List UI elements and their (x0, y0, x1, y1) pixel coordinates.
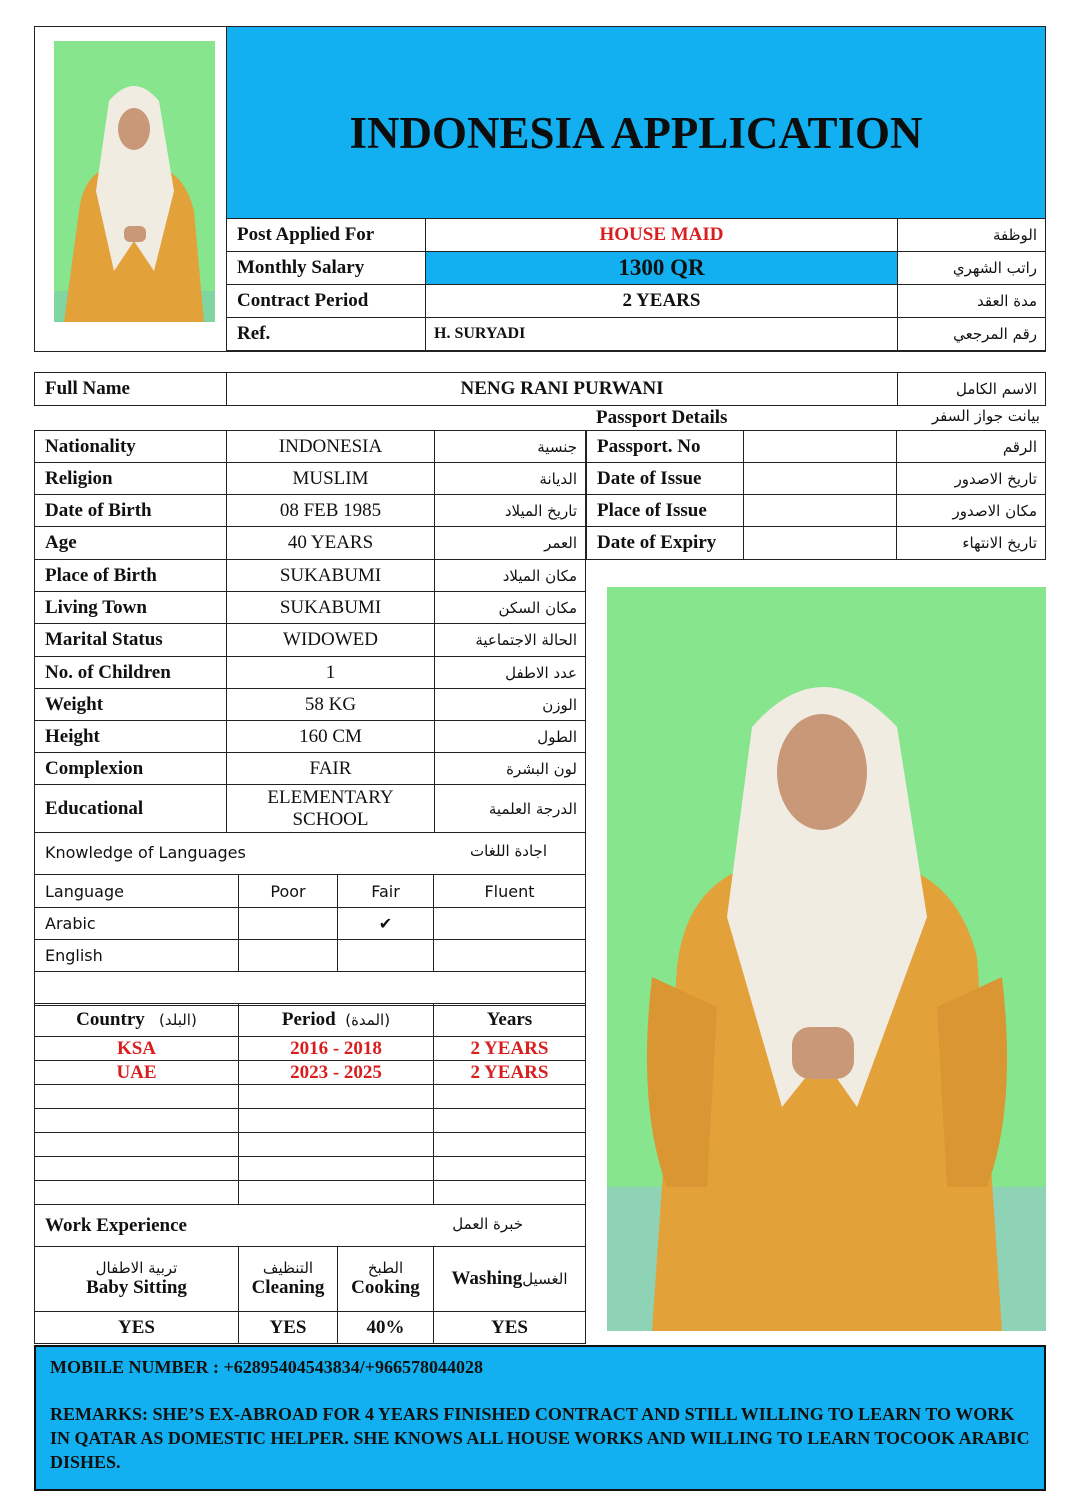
skill-cleaning-value: YES (239, 1312, 338, 1344)
lang-arabic-fluent (434, 908, 586, 940)
dob-label: Date of Birth (35, 495, 227, 527)
expiry-arabic: تاريخ الانتهاء (897, 527, 1046, 560)
weight-label: Weight (35, 689, 227, 721)
empty-cell (434, 1157, 586, 1181)
issue-date-arabic: تاريخ الاصدور (897, 463, 1046, 495)
passport-no-arabic: الرقم (897, 431, 1046, 463)
abroad-table (34, 1003, 586, 1205)
skill-cleaning: التنظيف Cleaning (239, 1247, 338, 1312)
passport-no-label: Passport. No (587, 431, 744, 463)
living-town-label: Living Town (35, 592, 227, 624)
passport-title: Passport Details (596, 407, 728, 428)
mobile-number: MOBILE NUMBER : +62895404543834/+966578044028 (50, 1357, 484, 1377)
issue-date-value (744, 463, 897, 495)
work-experience-title-arabic: خبرة العمل (452, 1215, 523, 1233)
ref-arabic: رقم المرجعي (898, 318, 1046, 351)
salary-arabic: راتب الشهري (898, 252, 1046, 285)
lang-header-fair: Fair (338, 875, 434, 908)
marital-value: WIDOWED (227, 624, 435, 657)
ref-value: H. SURYADI (426, 318, 898, 351)
skills-table (34, 1246, 586, 1344)
empty-cell (239, 1181, 434, 1205)
lang-header-poor: Poor (239, 875, 338, 908)
complexion-label: Complexion (35, 753, 227, 785)
small-photo (54, 41, 215, 322)
living-town-value: SUKABUMI (227, 592, 435, 624)
post-arabic: الوظفة (898, 219, 1046, 252)
lang-arabic-name: Arabic (35, 908, 239, 940)
nationality-arabic: جنسية (435, 431, 586, 463)
contract-arabic: مدة العقد (898, 285, 1046, 318)
post-label: Post Applied For (227, 219, 426, 252)
pob-arabic: مكان الميلاد (435, 560, 586, 592)
education-value: ELEMENTARY SCHOOL (227, 785, 435, 833)
children-label: No. of Children (35, 657, 227, 689)
header-table (226, 218, 1046, 351)
full-name-label: Full Name (35, 373, 227, 406)
complexion-value: FAIR (227, 753, 435, 785)
issue-place-value (744, 495, 897, 527)
page-title: INDONESIA APPLICATION (349, 108, 923, 158)
religion-label: Religion (35, 463, 227, 495)
work-experience-title: Work Experience (45, 1215, 187, 1236)
contract-label: Contract Period (227, 285, 426, 318)
full-name-table (34, 372, 1046, 406)
height-label: Height (35, 721, 227, 753)
empty-cell (239, 1085, 434, 1109)
skill-cooking-value: 40% (338, 1312, 434, 1344)
abroad-row-country: UAE (35, 1061, 239, 1085)
languages-section (34, 832, 586, 874)
empty-cell (434, 1109, 586, 1133)
passport-table (586, 430, 1046, 560)
abroad-header-country: Country (البلد) (35, 1004, 239, 1037)
full-name-value: NENG RANI PURWANI (227, 373, 898, 406)
lang-english-name: English (35, 940, 239, 972)
spacer-row (35, 972, 586, 1006)
languages-table (34, 874, 586, 1006)
title-band (226, 26, 1046, 219)
empty-cell (239, 1133, 434, 1157)
salary-value: 1300 QR (426, 252, 898, 285)
lang-arabic-poor (239, 908, 338, 940)
large-photo (607, 587, 1046, 1331)
marital-arabic: الحالة الاجتماعية (435, 624, 586, 657)
living-town-arabic: مكان السكن (435, 592, 586, 624)
expiry-label: Date of Expiry (587, 527, 744, 560)
issue-place-arabic: مكان الاصدور (897, 495, 1046, 527)
languages-title-arabic: اجادة اللغات (470, 842, 547, 860)
expiry-value (744, 527, 897, 560)
ref-label: Ref. (227, 318, 426, 351)
age-arabic: العمر (435, 527, 586, 560)
weight-arabic: الوزن (435, 689, 586, 721)
issue-date-label: Date of Issue (587, 463, 744, 495)
empty-cell (239, 1157, 434, 1181)
pob-label: Place of Birth (35, 560, 227, 592)
footer-box (34, 1345, 1046, 1491)
lang-english-fair (338, 940, 434, 972)
age-label: Age (35, 527, 227, 560)
lang-header-fluent: Fluent (434, 875, 586, 908)
salary-label: Monthly Salary (227, 252, 426, 285)
skill-baby-sitting: تربية الاطفال Baby Sitting (35, 1247, 239, 1312)
height-arabic: الطول (435, 721, 586, 753)
issue-place-label: Place of Issue (587, 495, 744, 527)
religion-value: MUSLIM (227, 463, 435, 495)
passport-title-arabic: بيانت جواز السفر (931, 407, 1040, 425)
skill-washing: Washingالغسيل (434, 1247, 586, 1312)
complexion-arabic: لون البشرة (435, 753, 586, 785)
dob-arabic: تاريخ الميلاد (435, 495, 586, 527)
height-value: 160 CM (227, 721, 435, 753)
abroad-header-period: Period (المدة) (239, 1004, 434, 1037)
skill-cooking: الطبخ Cooking (338, 1247, 434, 1312)
work-experience-section (34, 1205, 586, 1246)
empty-cell (35, 1181, 239, 1205)
empty-cell (35, 1085, 239, 1109)
passport-no-value (744, 431, 897, 463)
empty-cell (434, 1085, 586, 1109)
marital-label: Marital Status (35, 624, 227, 657)
skill-washing-value: YES (434, 1312, 586, 1344)
skill-baby-sitting-value: YES (35, 1312, 239, 1344)
children-value: 1 (227, 657, 435, 689)
lang-arabic-fair: ✔ (338, 908, 434, 940)
nationality-label: Nationality (35, 431, 227, 463)
dob-value: 08 FEB 1985 (227, 495, 435, 527)
nationality-value: INDONESIA (227, 431, 435, 463)
full-name-arabic: الاسم الكامل (898, 373, 1046, 406)
education-arabic: الدرجة العلمية (435, 785, 586, 833)
empty-cell (35, 1133, 239, 1157)
languages-title: Knowledge of Languages (45, 843, 246, 862)
religion-arabic: الديانة (435, 463, 586, 495)
abroad-row-period: 2016 - 2018 (239, 1037, 434, 1061)
abroad-row-country: KSA (35, 1037, 239, 1061)
weight-value: 58 KG (227, 689, 435, 721)
personal-table (34, 430, 586, 833)
contract-value: 2 YEARS (426, 285, 898, 318)
abroad-header-years: Years (434, 1004, 586, 1037)
education-label: Educational (35, 785, 227, 833)
age-value: 40 YEARS (227, 527, 435, 560)
children-arabic: عدد الاطفل (435, 657, 586, 689)
empty-cell (35, 1109, 239, 1133)
abroad-row-period: 2023 - 2025 (239, 1061, 434, 1085)
empty-cell (239, 1109, 434, 1133)
lang-english-fluent (434, 940, 586, 972)
empty-cell (35, 1157, 239, 1181)
empty-cell (434, 1133, 586, 1157)
pob-value: SUKABUMI (227, 560, 435, 592)
lang-english-poor (239, 940, 338, 972)
abroad-row-years: 2 YEARS (434, 1037, 586, 1061)
remarks: REMARKS: SHE’S EX-ABROAD FOR 4 YEARS FINISHED CONTRACT AND STILL WILLING TO LEARN TO WORK IN QATAR AS DOMESTIC HELPER. SHE KNOWS ALL HOUSE WORKS AND WILLING TO LEARN TOCOOK ARABIC DISHES. (50, 1404, 1030, 1472)
lang-header-language: Language (35, 875, 239, 908)
post-value: HOUSE MAID (426, 219, 898, 252)
abroad-row-years: 2 YEARS (434, 1061, 586, 1085)
empty-cell (434, 1181, 586, 1205)
